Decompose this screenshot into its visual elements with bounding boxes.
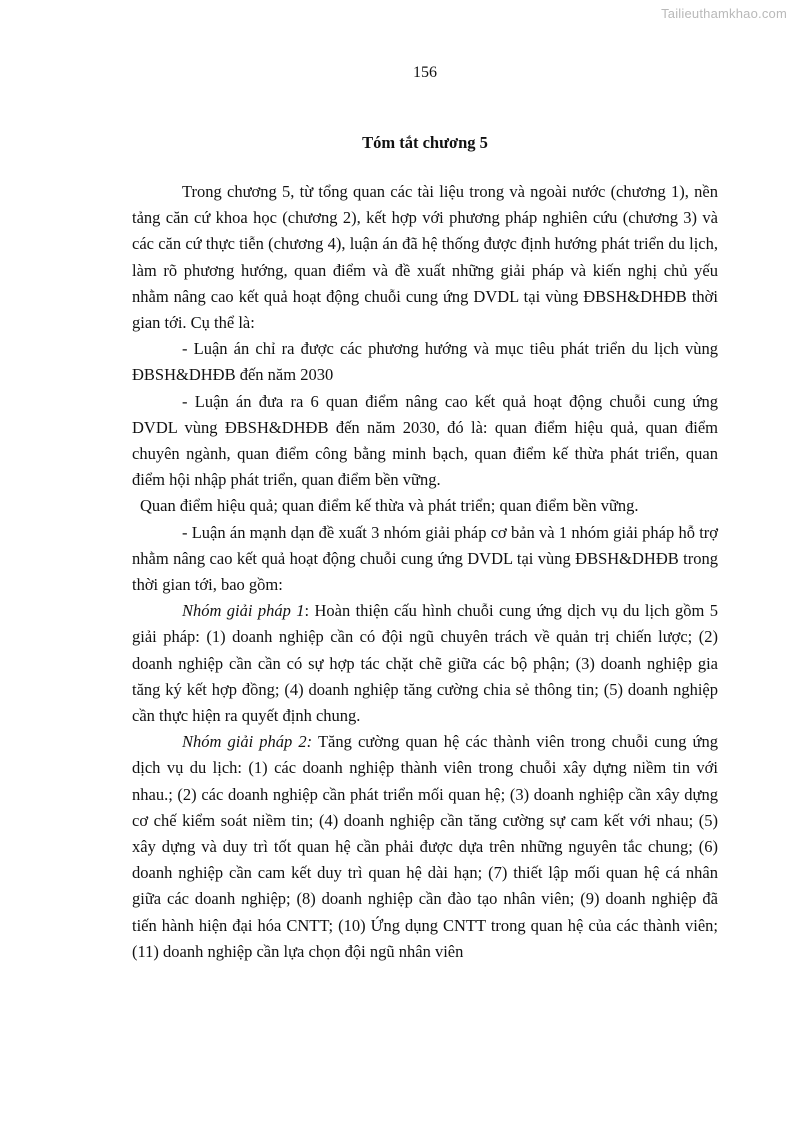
watermark: Tailieuthamkhao.com bbox=[661, 6, 787, 21]
paragraph-group-2 bbox=[132, 729, 718, 965]
group-2-text: Tăng cường quan hệ các thành viên trong chuỗi cung ứng dịch vụ du lịch: (1) các doanh nghiệp thành viên trong chuỗi xây dựng niềm tin với nhau.; (2) các doanh nghiệp cần phát triển mối quan hệ; (3) doanh nghiệp cần xây dựng cơ chế kiểm soát niềm tin; (4) doanh nghiệp cần tăng cường sự cam kết với nhau; (5) xây dựng và duy trì tốt quan hệ cần phải được dựa trên những nguyên tắc chung; (6) doanh nghiệp cần cam kết duy trì quan hệ dài hạn; (7) thiết lập mối quan hệ cá nhân giữa các doanh nghiệp; (8) doanh nghiệp cần đào tạo nhân viên; (9) doanh nghiệp đã tiến hành hiện đại hóa CNTT; (10) Ứng dụng CNTT trong quan hệ của các thành viên; (11) doanh nghiệp cần lựa chọn đội ngũ nhân viên bbox=[132, 732, 718, 961]
document-body bbox=[132, 179, 718, 965]
page-number: 156 bbox=[413, 64, 437, 81]
group-1-text: : Hoàn thiện cấu hình chuỗi cung ứng dịch vụ du lịch gồm 5 giải pháp: (1) doanh nghiệp cần có đội ngũ chuyên trách về quản trị chiến lược; (2) doanh nghiệp cần cần có sự hợp tác chặt chẽ giữa các bộ phận; (3) doanh nghiệp gia tăng ký kết hợp đồng; (4) doanh nghiệp tăng cường chia sẻ thông tin; (5) doanh nghiệp cần thực hiện ra quyết định chung. bbox=[132, 601, 718, 726]
paragraph-point-2: - Luận án đưa ra 6 quan điểm nâng cao kết quả hoạt động chuỗi cung ứng DVDL vùng ĐBSH&DHĐB đến năm 2030, đó là: quan điểm hiệu quả, quan điểm chuyên ngành, quan điểm công bằng minh bạch, quan điểm kế thừa phát triển, quan điểm hội nhập phát triển, quan điểm bền vững. bbox=[132, 391, 718, 490]
paragraph-point-3: - Luận án mạnh dạn đề xuất 3 nhóm giải pháp cơ bản và 1 nhóm giải pháp hỗ trợ nhằm nâng cao kết quả hoạt động chuỗi cung ứng DVDL tại vùng ĐBSH&DHĐB trong thời gian tới, bao gồm: bbox=[132, 522, 718, 595]
chapter-title: Tóm tắt chương 5 bbox=[362, 133, 488, 152]
paragraph-summary: Quan điểm hiệu quả; quan điểm kế thừa và phát triển; quan điểm bền vững. bbox=[140, 496, 639, 516]
paragraph-point-1: - Luận án chỉ ra được các phương hướng và mục tiêu phát triển du lịch vùng ĐBSH&DHĐB đến năm 2030 bbox=[132, 339, 718, 385]
paragraph-intro: Trong chương 5, từ tổng quan các tài liệu trong và ngoài nước (chương 1), nền tảng căn cứ khoa học (chương 2), kết hợp với phương pháp nghiên cứu (chương 3) và các căn cứ thực tiễn (chương 4), luận án đã hệ thống được định hướng phát triển du lịch, làm rõ phương hướng, quan điểm và đề xuất những giải pháp và kiến nghị chủ yếu nhằm nâng cao kết quả hoạt động chuỗi cung ứng DVDL tại vùng ĐBSH&DHĐB thời gian tới. Cụ thể là: bbox=[132, 182, 718, 333]
group-1-label: Nhóm giải pháp 1 bbox=[182, 601, 305, 621]
group-2-label: Nhóm giải pháp 2: bbox=[182, 732, 313, 752]
paragraph-group-1 bbox=[132, 598, 718, 729]
